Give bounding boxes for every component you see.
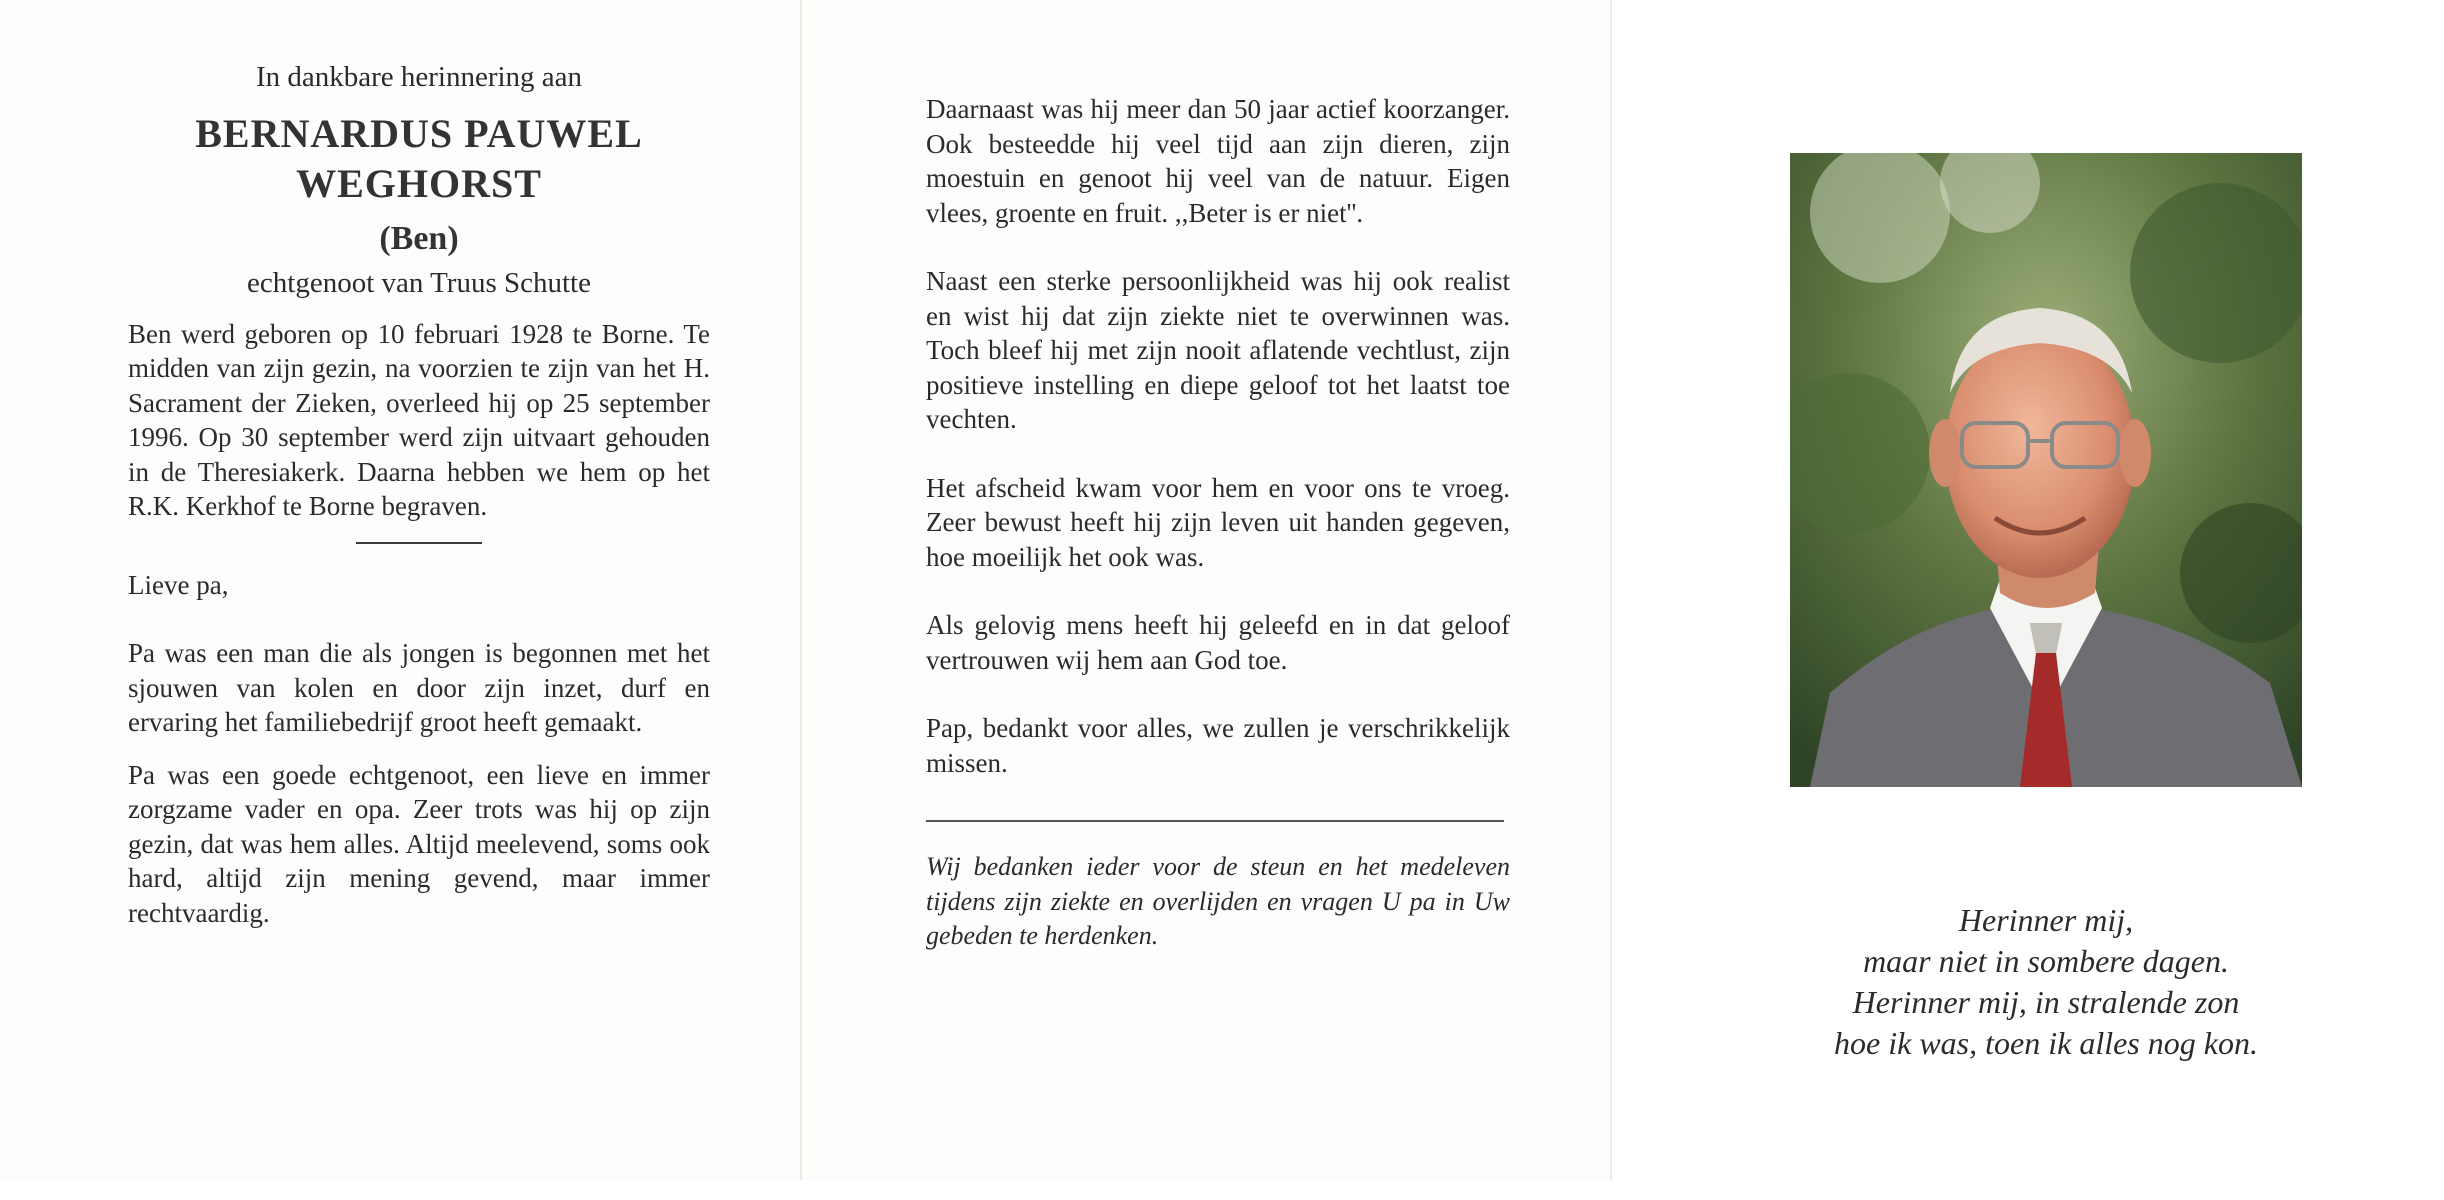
fold-line-right (1610, 0, 1612, 1180)
poem-line: Herinner mij, in stralende zon (1852, 984, 2240, 1020)
bio-paragraph: Ben werd geboren op 10 februari 1928 te Borne. Te midden van zijn gezin, na voorzien te zijn van het H. Sacrament der Zieken, overleed hij op 25 september 1996. Op 30 september werd zijn uitvaart gehouden in de Theresiakerk. Daarna hebben we hem op het R.K. Kerkhof te Borne begraven. (128, 318, 710, 521)
paragraph-work: Pa was een man die als jongen is begonnen met het sjouwen van kolen en door zijn inzet, durf en ervaring het familiebedrijf groot heeft gemaakt. (128, 638, 710, 737)
left-column (128, 60, 710, 930)
paragraph-family: Pa was een goede echtgenoot, een lieve en immer zorgzame vader en opa. Zeer trots was hij op zijn gezin, dat was hem alles. Altijd meelevend, soms ook hard, altijd zijn mening gevend, maar immer rechtvaardig. (128, 759, 710, 928)
poem-line: Herinner mij, (1958, 902, 2134, 938)
deceased-name-line2: WEGHORST (296, 160, 542, 206)
deceased-name-line1: BERNARDUS PAUWEL (195, 110, 643, 156)
divider-short (356, 542, 482, 544)
divider-long (926, 820, 1504, 822)
poem (1700, 900, 2392, 1064)
paragraph-faith: Als gelovig mens heeft hij geleefd en in dat geloof vertrouwen wij hem aan God toe. (926, 610, 1510, 675)
middle-column (926, 92, 1510, 954)
portrait-illustration (1790, 153, 2302, 787)
portrait-photo (1790, 153, 2302, 787)
paragraph-hobbies: Daarnaast was hij meer dan 50 jaar actief koorzanger. Ook besteedde hij veel tijd aan zijn dieren, zijn moestuin en genoot hij veel van de natuur. Eigen vlees, groente en fruit. ,,Beter is er niet''. (926, 94, 1510, 228)
greeting: Lieve pa, (128, 569, 229, 600)
poem-line: hoe ik was, toen ik alles nog kon. (1834, 1025, 2258, 1061)
fold-line-left (800, 0, 802, 1180)
intro-text: In dankbare herinnering aan (255, 61, 583, 93)
thanks-note: Wij bedanken ieder voor de steun en het medeleven tijdens zijn ziekte en overlijden en vragen U pa in Uw gebeden te herdenken. (926, 852, 1510, 950)
paragraph-farewell: Het afscheid kwam voor hem en voor ons te vroeg. Zeer bewust heeft hij zijn leven uit handen gegeven, hoe moeilijk het ook was. (926, 472, 1510, 572)
paragraph-personality: Naast een sterke persoonlijkheid was hij ook realist en wist hij dat zijn ziekte niet te overwinnen was. Toch bleef hij met zijn nooit aflatende vechtlust, zijn positieve instelling en diepe geloof tot het laatst toe vechten. (926, 266, 1510, 434)
spouse-line: echtgenoot van Truus Schutte (247, 266, 591, 299)
poem-line: maar niet in sombere dagen. (1863, 943, 2229, 979)
paragraph-thanks-pap: Pap, bedankt voor alles, we zullen je verschrikkelijk missen. (926, 713, 1510, 778)
nickname: (Ben) (379, 219, 459, 257)
